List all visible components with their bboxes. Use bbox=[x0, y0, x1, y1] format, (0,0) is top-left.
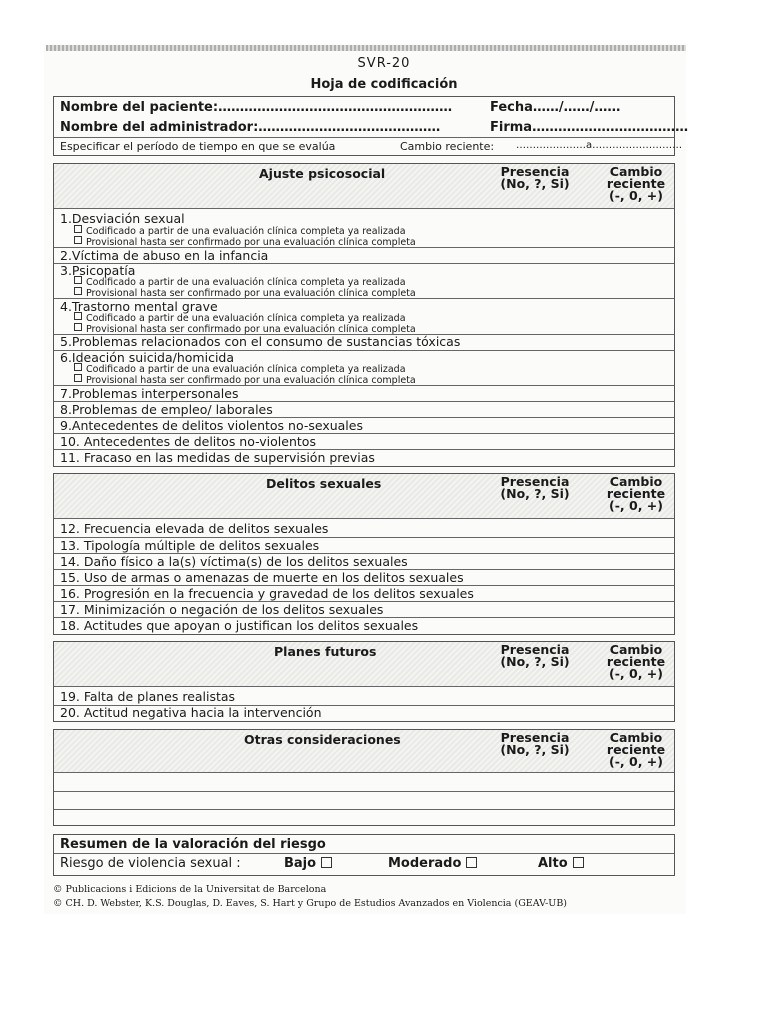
footer-copyright-2: © CH. D. Webster, K.S. Douglas, D. Eaves, S. Hart y Grupo de Estudios Avanzados en Violencia (GEAV-UB) bbox=[53, 898, 568, 909]
presence-label: Presencia bbox=[500, 164, 570, 179]
item-11: 11. Fracaso en las medidas de supervisión previas bbox=[60, 450, 375, 465]
presence-options: (No, ?, Si) bbox=[500, 176, 570, 191]
period-label: Especificar el período de tiempo en que se evalúa bbox=[60, 140, 336, 153]
patient-name-field[interactable]: Nombre del paciente:……………………………………………… bbox=[60, 100, 453, 115]
checkbox[interactable] bbox=[74, 287, 82, 295]
change-options: (-, 0, +) bbox=[609, 754, 663, 769]
section-title: Ajuste psicosocial bbox=[259, 166, 386, 181]
item-14: 14. Daño físico a la(s) víctima(s) de los delitos sexuales bbox=[60, 554, 408, 569]
item-16: 16. Progresión en la frecuencia y gravedad de los delitos sexuales bbox=[60, 586, 474, 601]
change-label: Cambio bbox=[609, 730, 663, 745]
change-column-header bbox=[590, 732, 682, 768]
item-2: 2.Víctima de abuso en la infancia bbox=[60, 248, 269, 263]
risk-moderate-label: Moderado bbox=[388, 856, 462, 871]
summary-title: Resumen de la valoración del riesgo bbox=[60, 837, 326, 852]
recent-change-field[interactable]: …………………a……………………… bbox=[516, 140, 683, 151]
item-9: 9.Antecedentes de delitos violentos no-sexuales bbox=[60, 418, 363, 433]
checkbox[interactable] bbox=[74, 374, 82, 382]
change-label-2: reciente bbox=[606, 742, 666, 757]
change-label-2: reciente bbox=[606, 654, 666, 669]
change-options: (-, 0, +) bbox=[609, 498, 663, 513]
change-options: (-, 0, +) bbox=[609, 188, 663, 203]
item-8: 8.Problemas de empleo/ laborales bbox=[60, 402, 273, 417]
item-13: 13. Tipología múltiple de delitos sexuales bbox=[60, 538, 320, 553]
change-column-header bbox=[590, 644, 682, 680]
checkbox[interactable] bbox=[74, 323, 82, 331]
option-label: Provisional hasta ser confirmado por una evaluación clínica completa bbox=[86, 375, 416, 386]
section-ajuste-psicosocial bbox=[53, 163, 675, 467]
presence-options: (No, ?, Si) bbox=[500, 486, 570, 501]
date-field[interactable]: Fecha……/……/…… bbox=[490, 100, 621, 115]
option-label: Provisional hasta ser confirmado por una evaluación clínica completa bbox=[86, 324, 416, 335]
checkbox[interactable] bbox=[74, 225, 82, 233]
risk-low-option[interactable] bbox=[284, 856, 332, 871]
item-1: 1.Desviación sexual bbox=[60, 211, 185, 226]
risk-high-checkbox[interactable] bbox=[573, 857, 584, 868]
item-20: 20. Actitud negativa hacia la intervención bbox=[60, 705, 322, 720]
section-title: Delitos sexuales bbox=[266, 476, 382, 491]
item-3: 3.Psicopatía bbox=[60, 263, 136, 278]
option-label: Codificado a partir de una evaluación clínica completa ya realizada bbox=[86, 313, 406, 324]
item-5: 5.Problemas relacionados con el consumo de sustancias tóxicas bbox=[60, 334, 461, 349]
risk-low-label: Bajo bbox=[284, 856, 317, 871]
item-7: 7.Problemas interpersonales bbox=[60, 386, 239, 401]
change-label: Cambio bbox=[609, 642, 663, 657]
item-18: 18. Actitudes que apoyan o justifican los delitos sexuales bbox=[60, 618, 419, 633]
section-delitos-sexuales bbox=[53, 473, 675, 635]
form-code: SVR-20 bbox=[357, 56, 411, 71]
change-column-header bbox=[590, 166, 682, 202]
risk-high-label: Alto bbox=[538, 856, 568, 871]
item-6: 6.Ideación suicida/homicida bbox=[60, 350, 235, 365]
presence-options: (No, ?, Si) bbox=[500, 742, 570, 757]
checkbox[interactable] bbox=[74, 236, 82, 244]
item-15: 15. Uso de armas o amenazas de muerte en los delitos sexuales bbox=[60, 570, 464, 585]
presence-column-header bbox=[490, 644, 580, 668]
checkbox[interactable] bbox=[74, 363, 82, 371]
presence-label: Presencia bbox=[500, 642, 570, 657]
item-10: 10. Antecedentes de delitos no-violentos bbox=[60, 434, 316, 449]
checkbox[interactable] bbox=[74, 312, 82, 320]
change-label-2: reciente bbox=[606, 486, 666, 501]
administrator-name-field[interactable]: Nombre del administrador:…………………………………… bbox=[60, 120, 441, 135]
section-planes-futuros bbox=[53, 641, 675, 722]
presence-label: Presencia bbox=[500, 730, 570, 745]
presence-column-header bbox=[490, 166, 580, 190]
presence-column-header bbox=[490, 476, 580, 500]
change-label: Cambio bbox=[609, 474, 663, 489]
recent-change-label: Cambio reciente: bbox=[400, 140, 495, 153]
risk-high-option[interactable] bbox=[538, 856, 584, 871]
blank-line-1[interactable] bbox=[54, 791, 674, 792]
option-label: Codificado a partir de una evaluación clínica completa ya realizada bbox=[86, 226, 406, 237]
risk-label: Riesgo de violencia sexual : bbox=[60, 856, 241, 871]
section-title: Planes futuros bbox=[274, 644, 377, 659]
option-label: Provisional hasta ser confirmado por una evaluación clínica completa bbox=[86, 288, 416, 299]
footer-copyright-1: © Publicacions i Edicions de la Universitat de Barcelona bbox=[53, 884, 327, 895]
section-otras-consideraciones bbox=[53, 729, 675, 826]
section-title: Otras consideraciones bbox=[244, 732, 401, 747]
header-info-box bbox=[53, 96, 689, 156]
item-12: 12. Frecuencia elevada de delitos sexuales bbox=[60, 521, 329, 536]
option-label: Codificado a partir de una evaluación clínica completa ya realizada bbox=[86, 277, 406, 288]
change-label: Cambio bbox=[609, 164, 663, 179]
presence-column-header bbox=[490, 732, 580, 756]
item-4: 4.Trastorno mental grave bbox=[60, 299, 218, 314]
option-label: Codificado a partir de una evaluación clínica completa ya realizada bbox=[86, 364, 406, 375]
summary-box bbox=[53, 834, 675, 876]
change-options: (-, 0, +) bbox=[609, 666, 663, 681]
presence-label: Presencia bbox=[500, 474, 570, 489]
form-title: Hoja de codificación bbox=[310, 77, 458, 92]
blank-line-2[interactable] bbox=[54, 809, 674, 810]
change-column-header bbox=[590, 476, 682, 512]
risk-moderate-option[interactable] bbox=[388, 856, 477, 871]
risk-moderate-checkbox[interactable] bbox=[466, 857, 477, 868]
scan-edge bbox=[46, 45, 686, 51]
risk-low-checkbox[interactable] bbox=[321, 857, 332, 868]
option-label: Provisional hasta ser confirmado por una evaluación clínica completa bbox=[86, 237, 416, 248]
signature-field[interactable]: Firma……………………………… bbox=[490, 120, 689, 135]
item-17: 17. Minimización o negación de los delitos sexuales bbox=[60, 602, 384, 617]
presence-options: (No, ?, Si) bbox=[500, 654, 570, 669]
item-19: 19. Falta de planes realistas bbox=[60, 689, 236, 704]
checkbox[interactable] bbox=[74, 276, 82, 284]
change-label-2: reciente bbox=[606, 176, 666, 191]
